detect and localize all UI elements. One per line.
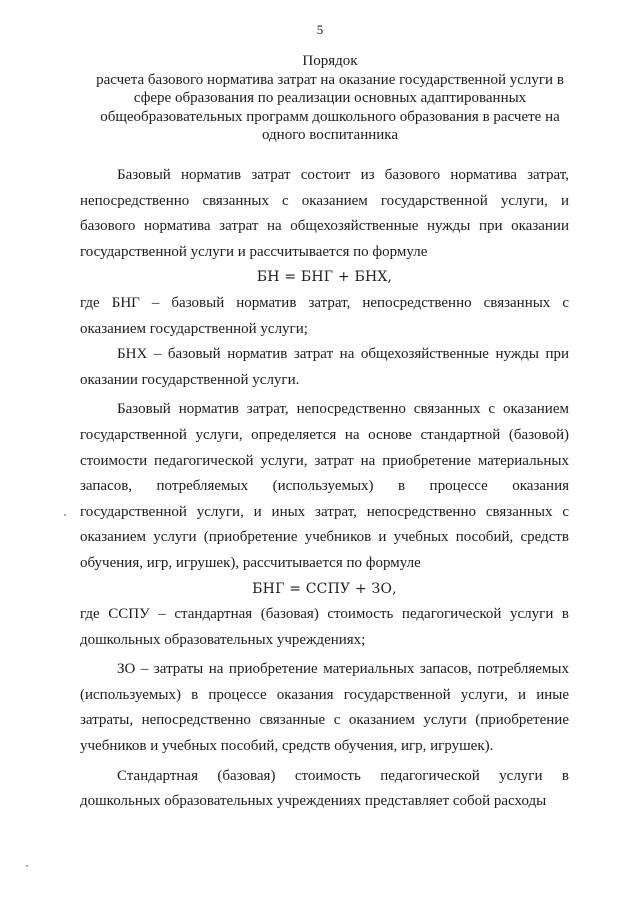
document-body — [80, 163, 569, 815]
definition-zo: ЗО – затраты на приобретение материальных запасов, потребляемых (используемых) в процессе оказания государственной услуги, и иные затраты, непосредственно связанные с оказанием услуги (приобретение учебников и учебных пособий, средств обучения, игр, игрушек). — [80, 661, 569, 755]
title-subheading: расчета базового норматива затрат на оказание государственной услуги в сфере образования по реализации основных адаптированных общеобразовательных программ дошкольного образования в расчете на одного воспитанника — [96, 71, 564, 143]
title-heading: Порядок — [302, 53, 358, 69]
formula-bn: БН = БНГ + БНХ, — [256, 269, 393, 286]
page-number: 5 — [316, 22, 324, 37]
paragraph-sspu: Стандартная (базовая) стоимость педагогической услуги в дошкольных образовательных учреждениях представляет собой расходы — [80, 767, 569, 810]
paragraph-intro: Базовый норматив затрат состоит из базового норматива затрат, непосредственно связанных с оказанием государственной услуги, и базового норматива затрат на общехозяйственные нужды при оказании государственной услуги и рассчитывается по формуле — [80, 167, 569, 260]
paragraph-bng: Базовый норматив затрат, непосредственно связанных с оказанием государственной услуги, определяется на основе стандартной (базовой) стоимости педагогической услуги, затрат на приобретение материальных запасов, потребляемых (используемых) в процессе оказания государственной услуги, и иных затрат, непосредственно связанных с оказанием услуги (приобретение учебников и учебных пособий, средств обучения, игр, игрушек), рассчитывается по формуле — [80, 401, 569, 571]
scan-speck — [26, 865, 28, 867]
definition-sspu: где ССПУ – стандартная (базовая) стоимость педагогической услуги в дошкольных образовательных учреждениях; — [80, 606, 569, 648]
scan-speck — [64, 514, 66, 516]
document-title — [80, 52, 580, 145]
definition-bng: где БНГ – базовый норматив затрат, непосредственно связанных с оказанием государственной услуги; — [80, 294, 569, 337]
formula-bng: БНГ = ССПУ + ЗО, — [252, 580, 397, 597]
definition-bnh: БНХ – базовый норматив затрат на общехозяйственные нужды при оказании государственной услуги. — [80, 346, 569, 388]
